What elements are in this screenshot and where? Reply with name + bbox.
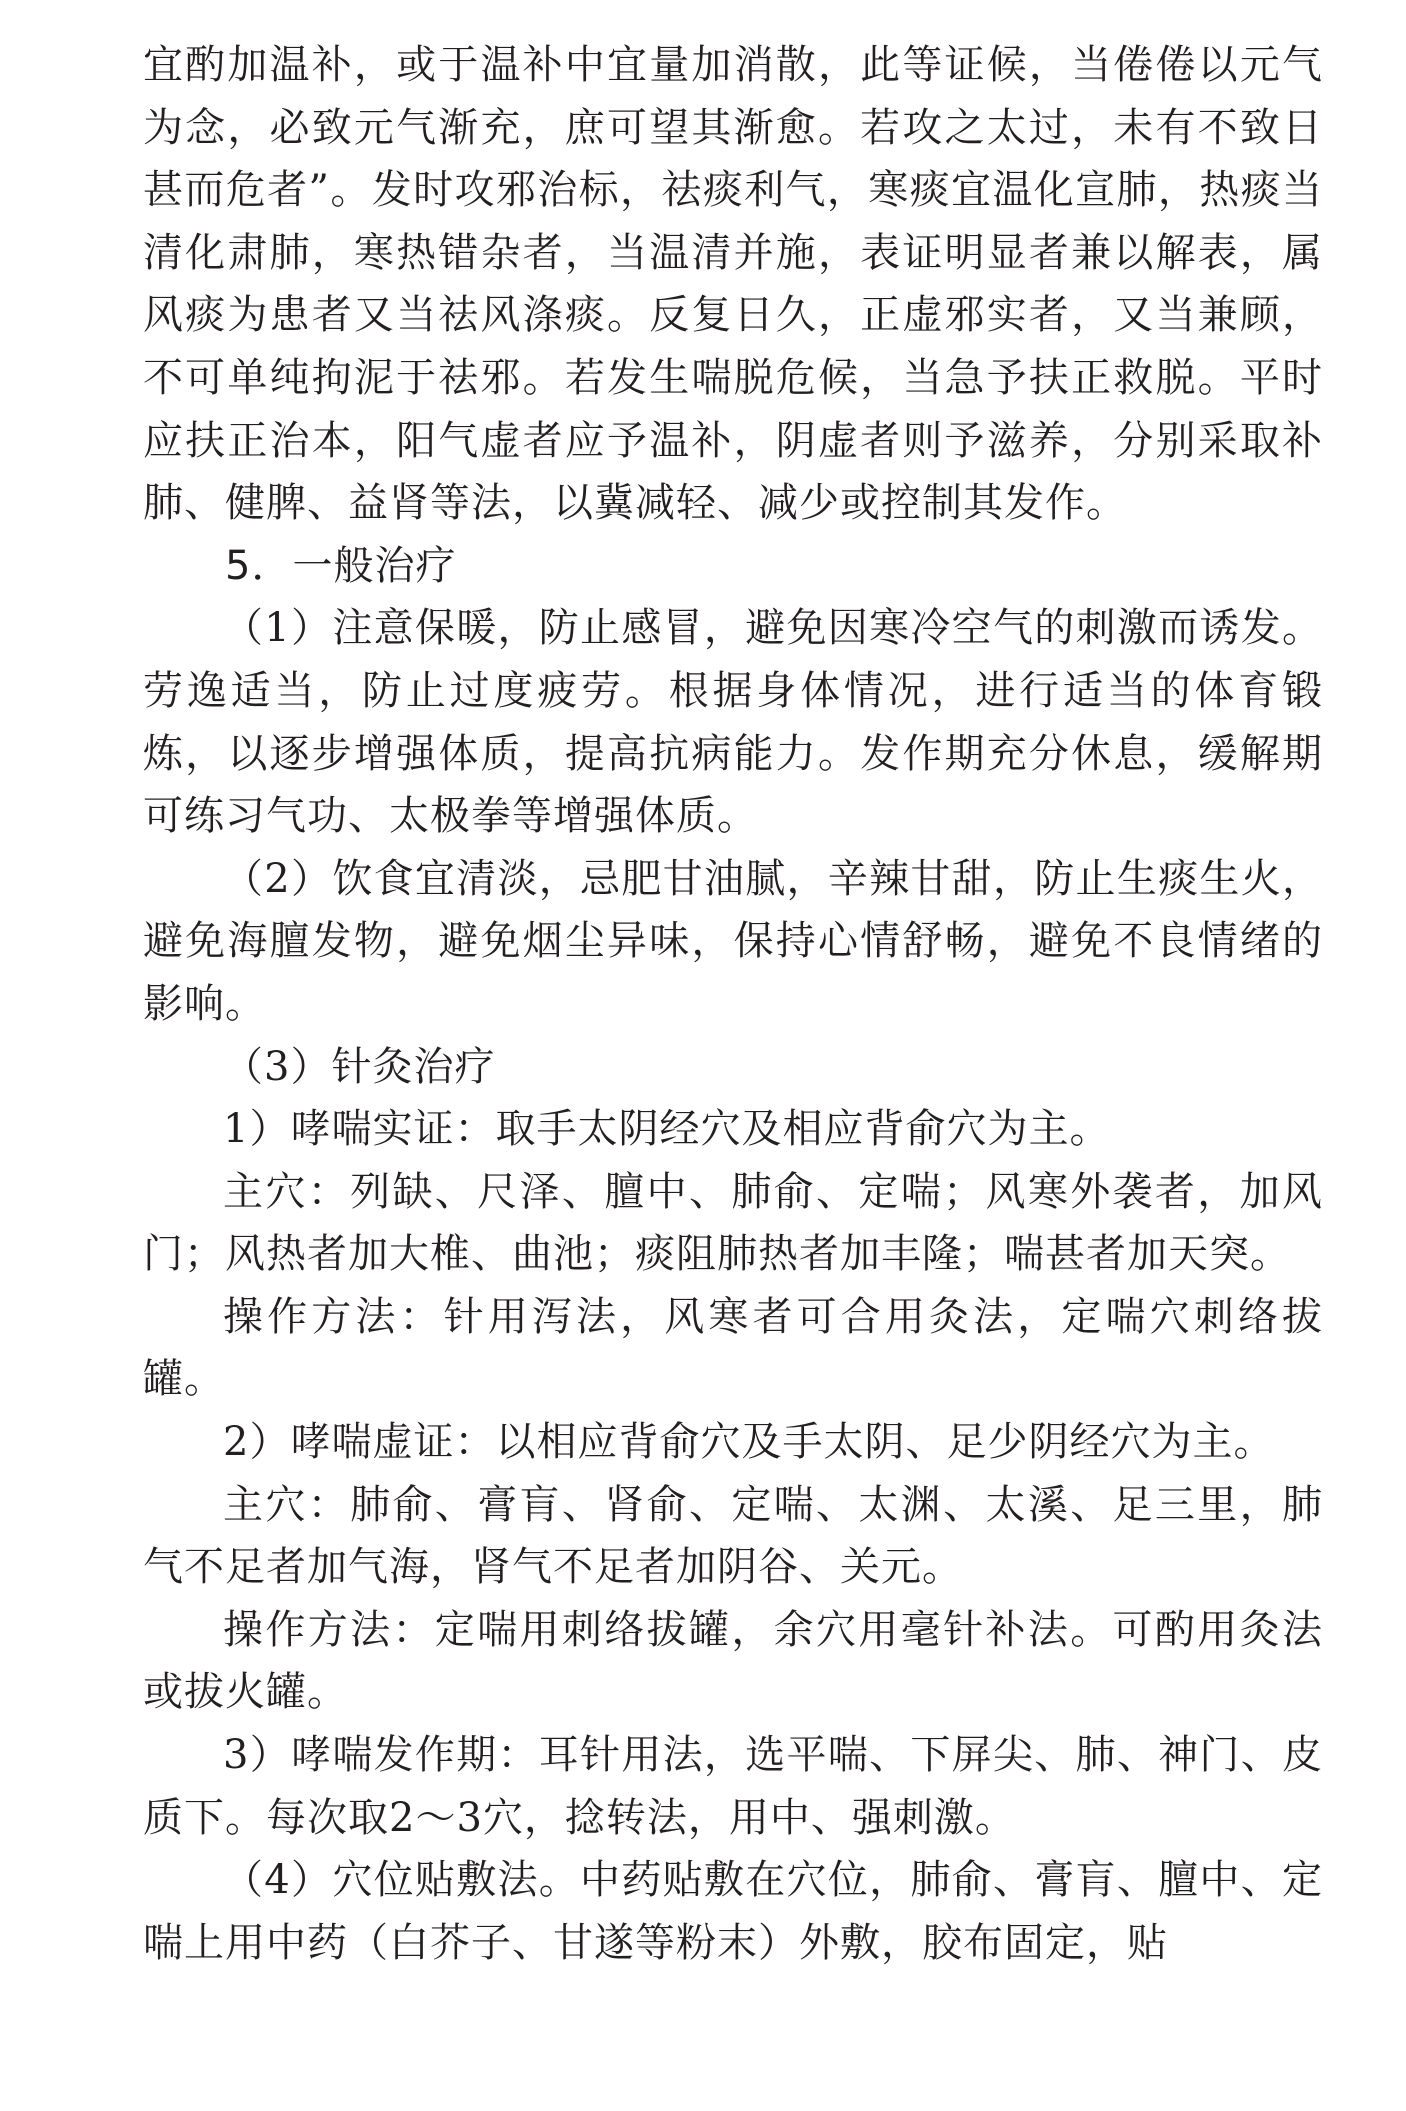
paragraph-item-1: （1）注意保暖，防止感冒，避免因寒冷空气的刺激而诱发。劳逸适当，防止过度疲劳。根据身体情况，进行适当的体育锻炼，以逐步增强体质，提高抗病能力。发作期充分休息，缓解期可练习气功、太极拳等增强体质。 bbox=[143, 605, 1323, 840]
document-page bbox=[143, 34, 1323, 1974]
paragraph-item-2: （2）饮食宜清淡，忌肥甘油腻，辛辣甘甜，防止生痰生火，避免海膻发物，避免烟尘异味，保持心情舒畅，避免不良情绪的影响。 bbox=[143, 855, 1323, 1027]
paragraph-excess-method: 操作方法：针用泻法，风寒者可合用灸法，定喘穴刺络拔罐。 bbox=[143, 1293, 1323, 1403]
paragraph-deficiency-method: 操作方法：定喘用刺络拔罐，余穴用毫针补法。可酌用灸法或拔火罐。 bbox=[143, 1606, 1323, 1716]
paragraph-deficiency-main-points: 主穴：肺俞、膏肓、肾俞、定喘、太渊、太溪、足三里，肺气不足者加气海，肾气不足者加阴谷、关元。 bbox=[143, 1481, 1323, 1591]
paragraph-deficiency-pattern: 2）哮喘虚证：以相应背俞穴及手太阴、足少阴经穴为主。 bbox=[223, 1419, 1275, 1466]
paragraph-attack-stage: 3）哮喘发作期：耳针用法，选平喘、下屏尖、肺、神门、皮质下。每次取2～3穴，捻转法，用中、强刺激。 bbox=[143, 1732, 1323, 1841]
section-heading-general-treatment: 5．一般治疗 bbox=[225, 542, 457, 589]
paragraph-principles: 宜酌加温补，或于温补中宜量加消散，此等证候，当倦倦以元气为念，必致元气渐充，庶可望其渐愈。若攻之太过，未有不致日甚而危者”。发时攻邪治标，祛痰利气，寒痰宜温化宣肺，热痰当清化肃肺，寒热错杂者，当温清并施，表证明显者兼以解表，属风痰为患者又当祛风涤痰。反复日久，正虚邪实者，又当兼顾，不可单纯拘泥于祛邪。若发生喘脱危候，当急予扶正救脱。平时应扶正治本，阳气虚者应予温补，阴虚者则予滋养，分别采取补肺、健脾、益肾等法，以冀减轻、减少或控制其发作。 bbox=[143, 42, 1323, 527]
paragraph-item-3-title: （3）针灸治疗 bbox=[223, 1043, 496, 1090]
paragraph-excess-pattern: 1）哮喘实证：取手太阴经穴及相应背俞穴为主。 bbox=[223, 1106, 1111, 1153]
paragraph-excess-main-points: 主穴：列缺、尺泽、膻中、肺俞、定喘；风寒外袭者，加风门；风热者加大椎、曲池；痰阻肺热者加丰隆；喘甚者加天突。 bbox=[143, 1168, 1323, 1278]
paragraph-item-4: （4）穴位贴敷法。中药贴敷在穴位，肺俞、膏肓、膻中、定喘上用中药（白芥子、甘遂等粉末）外敷，胶布固定，贴 bbox=[143, 1857, 1323, 1966]
